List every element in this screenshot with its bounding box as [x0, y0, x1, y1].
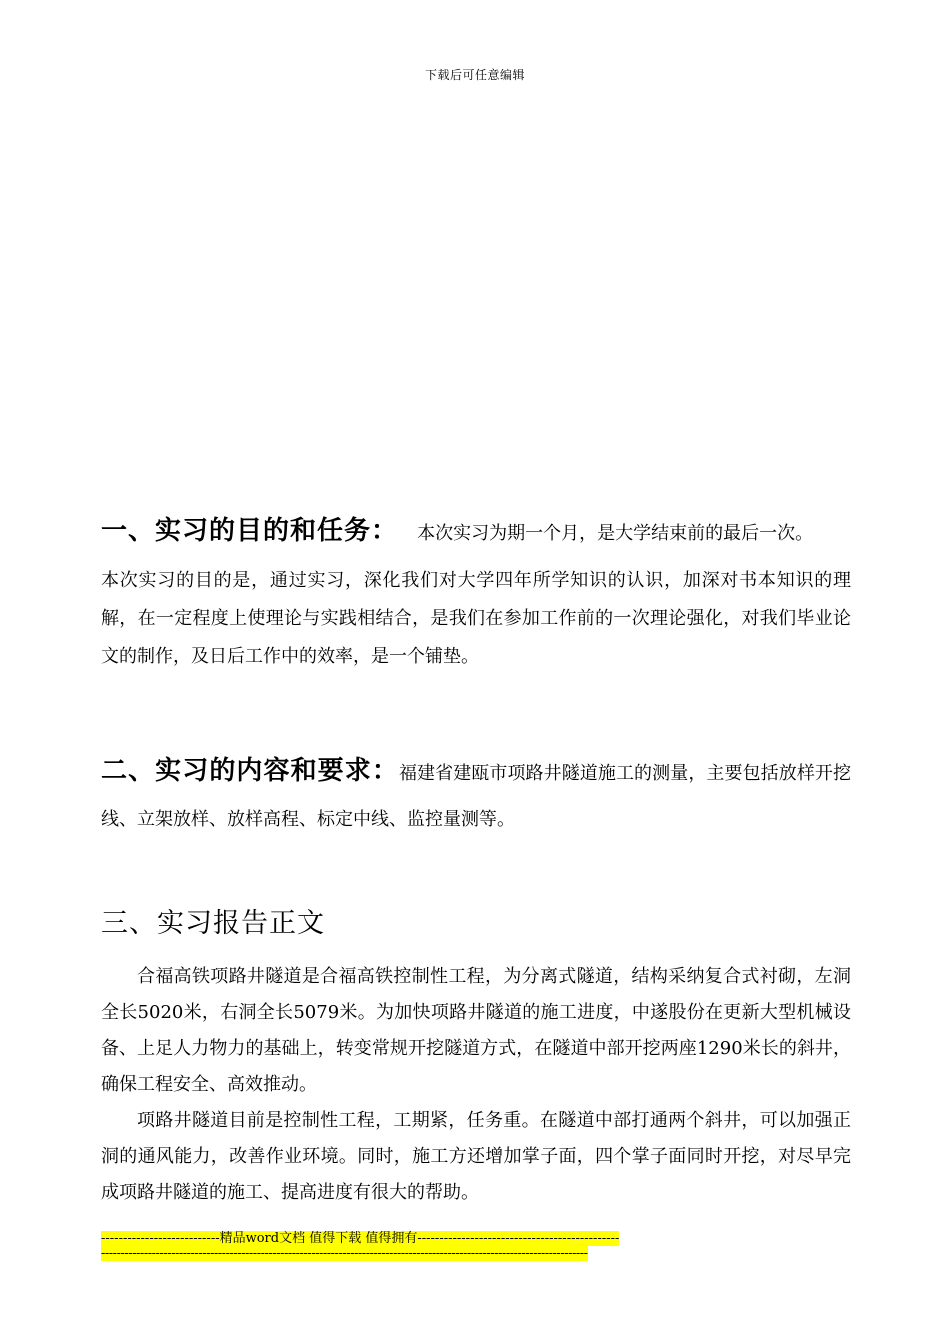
section-purpose-heading-line [101, 511, 851, 554]
section-report-heading-line [101, 904, 851, 947]
section-report-paragraph: 合福高铁项路井隧道是合福高铁控制性工程，为分离式隧道，结构采纳复合式衬砌，左洞全长5020米，右洞全长5079米。为加快项路井隧道的施工进度，中遂股份在更新大型机械设备、上足人力物力的基础上，转变常规开挖隧道方式，在隧道中部开挖两座1290米长的斜井，确保工程安全、高效推动。 [101, 966, 851, 1095]
section-content-heading: 二、实习的内容和要求： [101, 756, 399, 786]
footer-watermark-line1: ---------------------------精品word文档 值得下载 值得拥有---------------------------------------------- [101, 1231, 620, 1246]
section-report-heading: 三、实习报告正文 [101, 908, 325, 939]
section-purpose-intro: 本次实习为期一个月，是大学结束前的最后一次。 [417, 523, 814, 544]
footer-watermark-line2: ----------------------------------------------------------------------------------------------------------------------------- [101, 1246, 588, 1261]
section-report-paragraph: 项路井隧道目前是控制性工程，工期紧，任务重。在隧道中部打通两个斜井，可以加强正洞的通风能力，改善作业环境。同时，施工方还增加掌子面，四个掌子面同时开挖，对尽早完成项路井隧道的施工、提高进度有很大的帮助。 [101, 1110, 851, 1203]
footer-watermark-band [101, 1231, 619, 1261]
section-content-paragraph [101, 748, 851, 843]
section-report [101, 904, 851, 1211]
header-note: 下载后可任意编辑 [424, 68, 525, 82]
section-content-body: 福建省建瓯市项路井隧道施工的测量，主要包括放样开挖线、立架放样、放样高程、标定中线、监控量测等。 [101, 763, 851, 830]
section-content [101, 748, 851, 843]
section-purpose-heading: 一、实习的目的和任务： [101, 516, 399, 546]
section-purpose [101, 511, 851, 676]
section-purpose-body: 本次实习的目的是，通过实习，深化我们对大学四年所学知识的认识，加深对书本知识的理解，在一定程度上使理论与实践相结合，是我们在参加工作前的一次理论强化，对我们毕业论文的制作，及日后工作中的效率，是一个铺垫。 [101, 570, 851, 667]
